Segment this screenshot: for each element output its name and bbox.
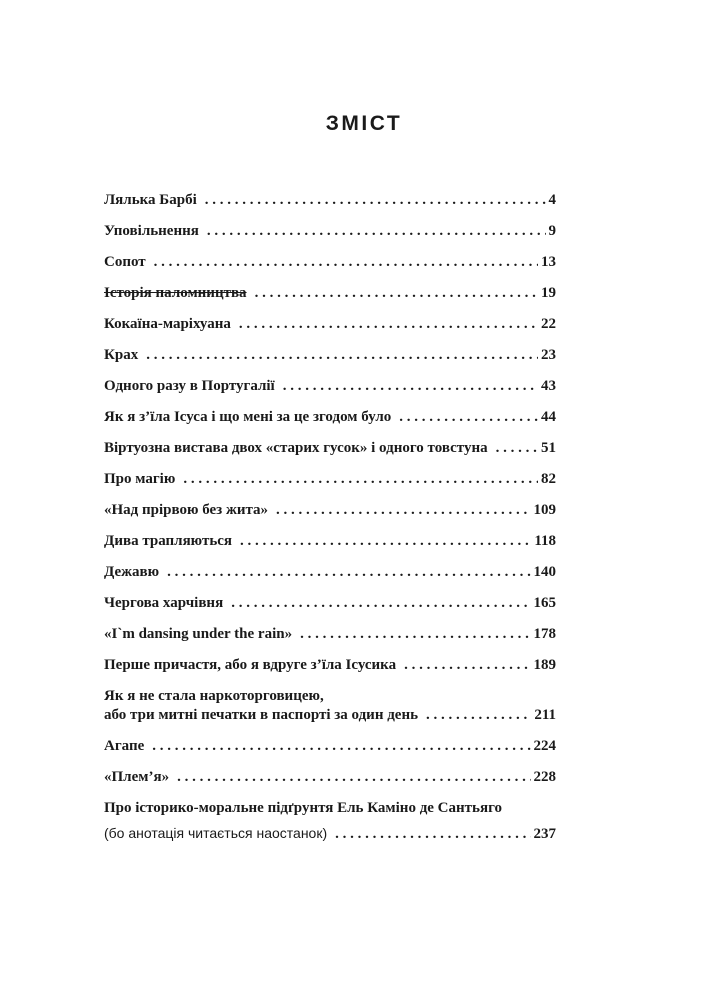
toc-leader-dots bbox=[177, 768, 530, 787]
toc-entry[interactable] bbox=[104, 737, 556, 756]
toc-entry-page: 211 bbox=[534, 707, 556, 723]
toc-entry-title: Агапе bbox=[104, 738, 145, 754]
toc-entry-page: 43 bbox=[541, 378, 556, 394]
toc-leader-dots bbox=[335, 825, 530, 844]
toc-entry-note: (бо анотація читається наостанок) bbox=[104, 825, 328, 841]
toc-entry-page: 228 bbox=[533, 769, 556, 785]
toc-entry[interactable] bbox=[104, 377, 556, 396]
toc-entry[interactable] bbox=[104, 656, 556, 675]
toc-entry-page: 224 bbox=[533, 738, 556, 754]
toc-entry-page: 22 bbox=[541, 316, 556, 332]
toc-entry-title: Віртуозна вистава двох «старих гусок» і одного товстуна bbox=[104, 440, 488, 456]
toc-entry-page: 23 bbox=[541, 347, 556, 363]
toc-leader-dots bbox=[239, 315, 538, 334]
toc-leader-dots bbox=[276, 501, 530, 520]
toc-entry-title: Про магію bbox=[104, 471, 176, 487]
toc-entry-title: Сопот bbox=[104, 254, 146, 270]
toc-entry-title: Уповільнення bbox=[104, 223, 199, 239]
toc-entry[interactable] bbox=[104, 346, 556, 365]
toc-entry-title: «Над прірвою без жита» bbox=[104, 502, 269, 518]
toc-entry-title: «I`m dansing under the rain» bbox=[104, 626, 293, 642]
toc-entry[interactable] bbox=[104, 687, 556, 725]
toc-entry-page: 140 bbox=[533, 564, 556, 580]
toc-entry-page: 82 bbox=[541, 471, 556, 487]
toc-leader-dots bbox=[240, 532, 531, 551]
toc-leader-dots bbox=[255, 284, 538, 303]
toc-leader-dots bbox=[283, 377, 538, 396]
toc-leader-dots bbox=[146, 346, 538, 365]
table-of-contents bbox=[104, 191, 556, 856]
toc-entry-title: Чергова харчівня bbox=[104, 595, 224, 611]
toc-entry[interactable] bbox=[104, 222, 556, 241]
toc-entry[interactable] bbox=[104, 501, 556, 520]
toc-entry-title: Перше причастя, або я вдруге з’їла Ісусика bbox=[104, 657, 397, 673]
toc-leader-dots bbox=[152, 737, 530, 756]
toc-entry-title: Одного разу в Португалії bbox=[104, 378, 275, 394]
toc-entry-page: 9 bbox=[548, 223, 556, 239]
toc-entry-title: Лялька Барбі bbox=[104, 192, 197, 208]
toc-entry[interactable] bbox=[104, 470, 556, 489]
toc-entry-title: Про історико-моральне підґрунтя Ель Каміно де Сантьяго bbox=[104, 800, 503, 816]
toc-leader-dots bbox=[154, 253, 538, 272]
toc-entry-page: 178 bbox=[533, 626, 556, 642]
toc-entry[interactable] bbox=[104, 799, 556, 844]
toc-entry[interactable] bbox=[104, 439, 556, 458]
toc-entry-title: Дива трапляються bbox=[104, 533, 233, 549]
toc-entry-title: Як я з’їла Ісуса і що мені за це згодом було bbox=[104, 409, 392, 425]
toc-entry[interactable] bbox=[104, 315, 556, 334]
toc-entry-title: Історія паломництва bbox=[104, 285, 247, 301]
toc-entry-page: 118 bbox=[534, 533, 556, 549]
toc-entry[interactable] bbox=[104, 594, 556, 613]
toc-leader-dots bbox=[205, 191, 546, 210]
toc-entry-page: 51 bbox=[541, 440, 556, 456]
toc-leader-dots bbox=[404, 656, 530, 675]
toc-entry-page: 13 bbox=[541, 254, 556, 270]
toc-entry-page: 4 bbox=[548, 192, 556, 208]
toc-entry[interactable] bbox=[104, 253, 556, 272]
toc-entry-page: 237 bbox=[533, 826, 556, 842]
toc-entry[interactable] bbox=[104, 408, 556, 427]
toc-entry-title: Кокаїна-маріхуана bbox=[104, 316, 231, 332]
toc-leader-dots bbox=[399, 408, 538, 427]
toc-entry[interactable] bbox=[104, 563, 556, 582]
toc-leader-dots bbox=[207, 222, 546, 241]
page-title: ЗМІСТ bbox=[325, 112, 403, 135]
toc-entry[interactable] bbox=[104, 191, 556, 210]
toc-entry-title: Дежавю bbox=[104, 564, 160, 580]
toc-entry-page: 109 bbox=[533, 502, 556, 518]
toc-entry-title: Крах bbox=[104, 347, 139, 363]
toc-entry-page: 19 bbox=[541, 285, 556, 301]
toc-entry-title: Як я не стала наркоторговицею, bbox=[104, 688, 324, 704]
toc-entry-page: 165 bbox=[533, 595, 556, 611]
toc-entry[interactable] bbox=[104, 532, 556, 551]
toc-leader-dots bbox=[300, 625, 530, 644]
toc-entry[interactable] bbox=[104, 625, 556, 644]
toc-entry[interactable] bbox=[104, 768, 556, 787]
toc-leader-dots bbox=[167, 563, 530, 582]
toc-leader-dots bbox=[231, 594, 530, 613]
toc-entry-title-continued: або три митні печатки в паспорті за один день bbox=[104, 707, 419, 723]
toc-leader-dots bbox=[426, 706, 531, 725]
toc-entry-page: 44 bbox=[541, 409, 556, 425]
toc-entry[interactable] bbox=[104, 284, 556, 303]
toc-leader-dots bbox=[183, 470, 538, 489]
toc-leader-dots bbox=[496, 439, 538, 458]
toc-entry-title: «Плем’я» bbox=[104, 769, 170, 785]
toc-entry-page: 189 bbox=[533, 657, 556, 673]
